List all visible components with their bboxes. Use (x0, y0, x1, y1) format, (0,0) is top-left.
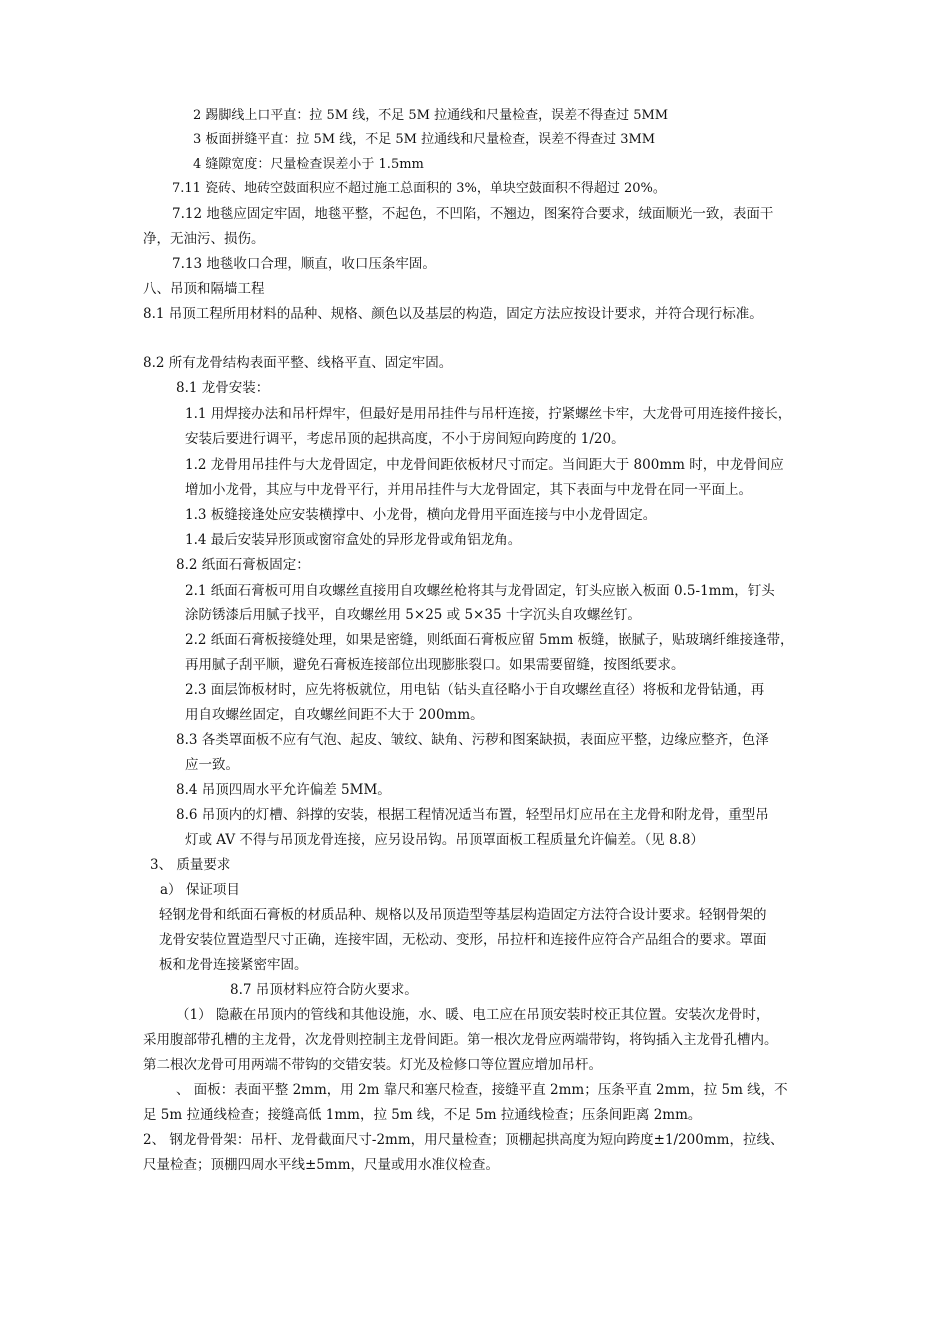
text-line: 尺量检查；顶棚四周水平线±5mm，尺量或用水准仪检查。 (143, 1157, 500, 1173)
section-heading: 3、 质量要求 (150, 857, 231, 873)
text-line: 2.1 纸面石膏板可用自攻螺丝直接用自攻螺丝枪将其与龙骨固定，钉头应嵌入板面 0.5-1mm，钉头 (185, 583, 775, 599)
text-line: 8.2 所有龙骨结构表面平整、线格平直、固定牢固。 (143, 355, 453, 371)
text-line: 2.2 纸面石膏板接缝处理，如果是密缝，则纸面石膏板应留 5mm 板缝，嵌腻子，贴玻璃纤维接逢带， (185, 632, 794, 648)
text-line: 8.4 吊顶四周水平允许偏差 5MM。 (176, 782, 391, 798)
text-line: 2、 钢龙骨骨架：吊杆、龙骨截面尺寸-2mm，用尺量检查；顶棚起拱高度为短向跨度±1/200mm，拉线、 (143, 1132, 784, 1148)
text-line: 增加小龙骨，其应与中龙骨平行，并用吊挂件与大龙骨固定，其下表面与中龙骨在同一平面上。 (185, 482, 752, 498)
text-line: 1.3 板缝接逢处应安装横撑中、小龙骨，横向龙骨用平面连接与中小龙骨固定。 (185, 507, 657, 523)
text-line: 用自攻螺丝固定，自攻螺丝间距不大于 200mm。 (185, 707, 484, 723)
text-line: 7.13 地毯收口合理，顺直，收口压条牢固。 (172, 256, 436, 272)
text-line: 1.2 龙骨用吊挂件与大龙骨固定，中龙骨间距依板材尺寸而定。当间距大于 800mm 时，中龙骨间应 (185, 457, 784, 473)
text-line: 4 缝隙宽度：尺量检查误差小于 1.5mm (193, 157, 424, 172)
text-line: 、 面板：表面平整 2mm，用 2m 靠尺和塞尺检查，接缝平直 2mm；压条平直 2mm，拉 5m 线，不 (176, 1082, 788, 1098)
text-line: 7.12 地毯应固定牢固，地毯平整，不起色，不凹陷，不翘边，图案符合要求，绒面顺光一致，表面干 (172, 206, 774, 222)
text-line: 龙骨安装位置造型尺寸正确，连接牢固，无松动、变形，吊拉杆和连接件应符合产品组合的要求。罩面 (159, 932, 767, 948)
text-line: 7.11 瓷砖、地砖空鼓面积应不超过施工总面积的 3%，单块空鼓面积不得超过 20%。 (172, 181, 666, 196)
text-line: 净，无油污、损伤。 (143, 231, 265, 247)
section-heading: 八、吊顶和隔墙工程 (143, 281, 265, 297)
text-line: 2.3 面层饰板材时，应先将板就位，用电钻（钻头直径略小于自攻螺丝直径）将板和龙骨钻通，再 (185, 682, 765, 698)
text-line: 8.2 纸面石膏板固定： (176, 557, 310, 573)
text-line: 第二根次龙骨可用两端不带钩的交错安装。灯光及检修口等位置应增加吊杆。 (143, 1057, 602, 1073)
text-line: 应一致。 (185, 757, 239, 773)
text-line: 灯或 AV 不得与吊顶龙骨连接，应另设吊钩。吊顶罩面板工程质量允许偏差。（见 8.8） (185, 832, 704, 848)
text-line: 再用腻子刮平顺，避免石膏板连接部位出现膨胀裂口。如果需要留缝，按图纸要求。 (185, 657, 685, 673)
text-line: 8.6 吊顶内的灯槽、斜撑的安装，根据工程情况适当布置，轻型吊灯应吊在主龙骨和附龙骨，重型吊 (176, 807, 769, 823)
text-line: 板和龙骨连接紧密牢固。 (159, 957, 308, 973)
text-line: 8.1 龙骨安装： (176, 380, 270, 396)
text-line: 8.7 吊顶材料应符合防火要求。 (230, 982, 418, 998)
text-line: 采用腹部带孔槽的主龙骨，次龙骨则控制主龙骨间距。第一根次龙骨应两端带钩，将钩插入主龙骨孔槽内。 (143, 1032, 778, 1048)
text-line: 安装后要进行调平，考虑吊顶的起拱高度，不小于房间短向跨度的 1/20。 (185, 431, 625, 447)
text-line: 足 5m 拉通线检查；接缝高低 1mm，拉 5m 线，不足 5m 拉通线检查；压条间距离 2mm。 (143, 1107, 702, 1123)
text-line: 2 踢脚线上口平直：拉 5M 线，不足 5M 拉通线和尺量检查，误差不得查过 5MM (193, 108, 669, 123)
text-line: 8.3 各类罩面板不应有气泡、起皮、皱纹、缺角、污秽和图案缺损，表面应平整，边缘应整齐，色泽 (176, 732, 769, 748)
section-heading: a） 保证项目 (160, 882, 240, 898)
text-line: 3 板面拼缝平直：拉 5M 线，不足 5M 拉通线和尺量检查，误差不得查过 3MM (193, 132, 656, 147)
text-line: 8.1 吊顶工程所用材料的品种、规格、颜色以及基层的构造，固定方法应按设计要求，并符合现行标准。 (143, 306, 763, 322)
text-line: （1） 隐蔽在吊顶内的管线和其他设施，水、暖、电工应在吊顶安装时校正其位置。安装次龙骨时， (176, 1007, 770, 1023)
text-line: 涂防锈漆后用腻子找平，自攻螺丝用 5×25 或 5×35 十字沉头自攻螺丝钉。 (185, 607, 641, 623)
text-line: 轻钢龙骨和纸面石膏板的材质品种、规格以及吊顶造型等基层构造固定方法符合设计要求。轻钢骨架的 (159, 907, 767, 923)
text-line: 1.4 最后安装异形顶或窗帘盒处的异形龙骨或角铝龙角。 (185, 532, 522, 548)
text-line: 1.1 用焊接办法和吊杆焊牢，但最好是用吊挂件与吊杆连接，拧紧螺丝卡牢，大龙骨可用连接件接长， (185, 406, 792, 422)
